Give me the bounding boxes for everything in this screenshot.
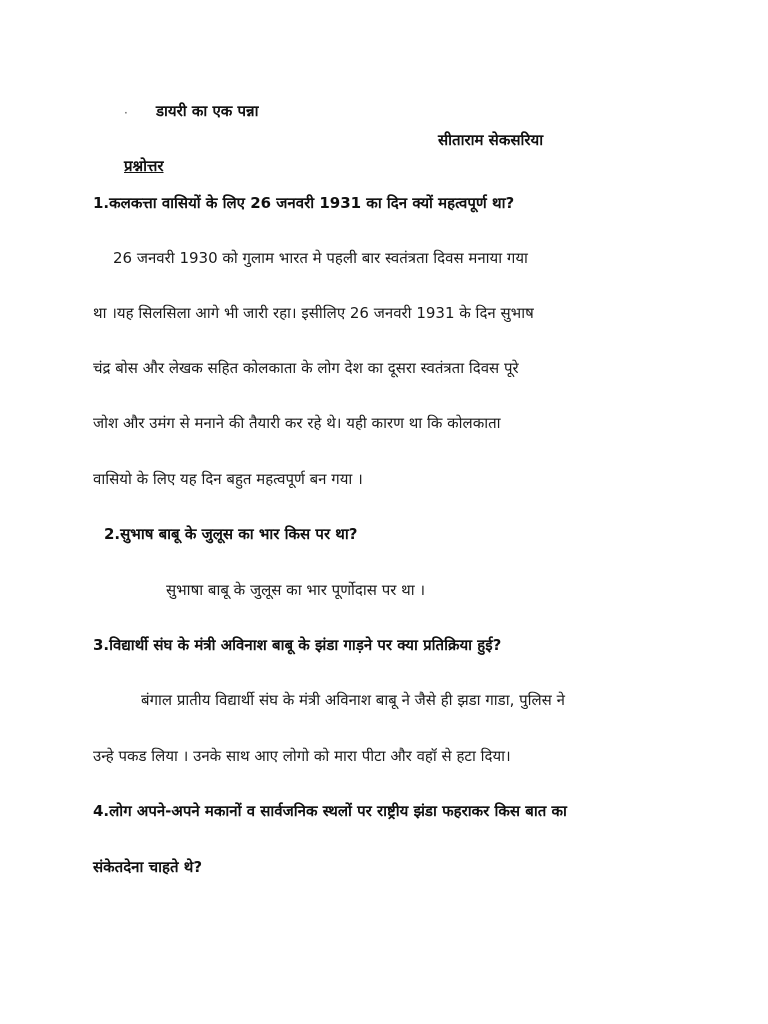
question-2: 2.सुभाष बाबू के जुलूस का भार किस पर था?: [104, 525, 358, 543]
question-3: 3.विद्यार्थी संघ के मंत्री अविनाश बाबू के झंडा गाड़ने पर क्या प्रतिक्रिया हुई?: [93, 636, 502, 654]
chapter-title: डायरी का एक पन्ना: [156, 102, 259, 120]
answer-1-line-5: वासियो के लिए यह दिन बहुत महत्वपूर्ण बन गया ।: [93, 470, 363, 488]
answer-1-line-4: जोश और उमंग से मनाने की तैयारी कर रहे थे। यही कारण था कि कोलकाता: [93, 414, 501, 432]
answer-3-line-2: उन्हे पकड लिया । उनके साथ आए लोगो को मारा पीटा और वहॉ से हटा दिया।: [93, 747, 511, 765]
answer-2-line-1: सुभाषा बाबू के जुलूस का भार पूर्णोदास पर था ।: [166, 581, 426, 599]
answer-1-line-3: चंद्र बोस और लेखक सहित कोलकाता के लोग देश का दूसरा स्वतंत्रता दिवस पूरे: [93, 359, 519, 377]
section-heading: प्रश्नोत्तर: [124, 157, 164, 175]
answer-1-line-1: 26 जनवरी 1930 को गुलाम भारत मे पहली बार स्वतंत्रता दिवस मनाया गया: [113, 249, 528, 267]
answer-1-line-2: था ।यह सिलसिला आगे भी जारी रहा। इसीलिए 26 जनवरी 1931 के दिन सुभाष: [93, 304, 534, 322]
question-4-line-2: संकेतदेना चाहते थे?: [93, 858, 203, 876]
bullet-dot: ·: [124, 106, 128, 120]
author-name: सीताराम सेकसरिया: [438, 131, 544, 149]
question-4-line-1: 4.लोग अपने-अपने मकानों व सार्वजनिक स्थलों पर राष्ट्रीय झंडा फहराकर किस बात का: [93, 802, 567, 820]
question-1: 1.कलकत्ता वासियों के लिए 26 जनवरी 1931 का दिन क्यों महत्वपूर्ण था?: [93, 194, 515, 212]
answer-3-line-1: बंगाल प्रातीय विद्यार्थी संघ के मंत्री अविनाश बाबू ने जैसे ही झडा गाडा, पुलिस ने: [141, 691, 565, 709]
